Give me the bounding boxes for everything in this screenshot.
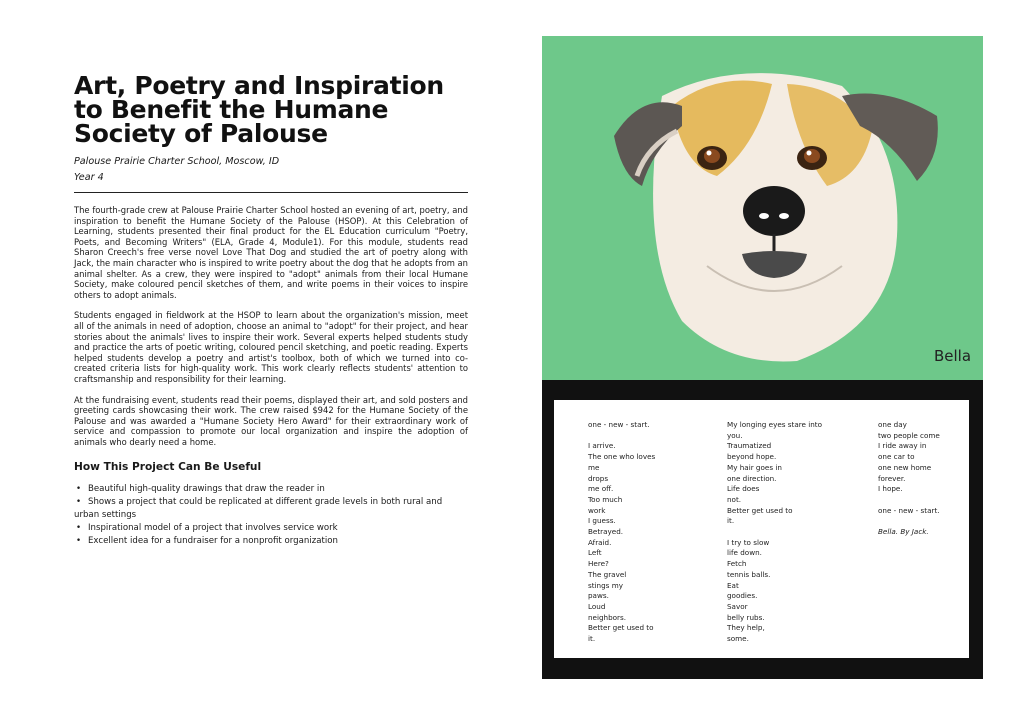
useful-heading: How This Project Can Be Useful (74, 461, 262, 474)
useful-bullet: • Beautiful high-quality drawings that draw the reader in (74, 483, 468, 496)
poem-line: beyond hope. (727, 452, 777, 462)
poem-line: it. (588, 634, 596, 644)
paragraph-intro: The fourth-grade crew at Palouse Prairie Charter School hosted an evening of art, poetry, and inspiration to benefit the Humane Society of the Palouse (HSOP). At this Celebration of Learning, students presented their final product for the EL Education curriculum "Poetry, Poets, and Becoming Writers" (ELA, Grade 4, Module1). For this module, students read Sharon Creech's free verse novel Love That Dog and studied the art of poetry along with Jack, the main character who is inspired to write poetry about the dog that he adopts from an animal shelter. As a crew, they were inspired to "adopt" animals from their local Humane Society, make coloured pencil sketches of them, and write poems in their voices to inspire others to adopt animals. (74, 205, 468, 300)
poem-line: Afraid. (588, 537, 612, 547)
poem-line: paws. (588, 591, 609, 601)
poem-signature: Bella. By Jack. (878, 527, 929, 536)
poem-line: some. (727, 634, 749, 644)
poem-column-3 (878, 420, 940, 538)
poem-line: belly rubs. (727, 612, 765, 622)
paragraph-fundraiser: At the fundraising event, students read their poems, displayed their art, and sold posters and greeting cards showcasing their work. The crew raised $942 for the Humane Society of the Palouse and was awarded a "Humane Society Hero Award" for their extraordinary work of service and compassion to promote our local organization and inspire the adoption of animals who dearly need a home. (74, 394, 468, 447)
poem-line: I guess. (588, 516, 616, 526)
poem-line: me off. (588, 484, 614, 494)
article-column (74, 71, 468, 547)
poem-line: tennis balls. (727, 569, 771, 579)
poem-line: one direction. (727, 473, 777, 483)
poem-line: The gravel (588, 569, 627, 579)
poem-line: one day (878, 420, 907, 429)
year-label: Year 4 (74, 172, 104, 183)
poem-line: me (588, 462, 600, 472)
poem-line: work (588, 505, 606, 515)
poem-line: Too much (588, 494, 623, 504)
poem-line: one - new - start. (878, 505, 940, 515)
poem-line: it. (727, 516, 735, 526)
poem-line: neighbors. (588, 612, 627, 622)
poem-line: Eat (727, 580, 739, 590)
poem-line: one - new - start. (588, 420, 650, 429)
poem-card (554, 400, 969, 658)
useful-bullet: • Excellent idea for a fundraiser for a nonprofit organization (74, 535, 468, 548)
poem-line: My hair goes in (727, 462, 782, 472)
poem-column-1 (588, 420, 655, 645)
useful-bullet: • Inspirational model of a project that involves service work (74, 522, 468, 535)
poem-line: two people come (878, 430, 940, 440)
useful-bullet: • Shows a project that could be replicated at different grade levels in both rural and urban settings (74, 496, 468, 522)
poem-line: Loud (588, 601, 606, 611)
title-divider (74, 192, 468, 193)
paragraph-fieldwork: Students engaged in fieldwork at the HSOP to learn about the organization's mission, meet all of the animals in need of adoption, choose an animal to "adopt" for their project, and hear stories about the animals' lives to inspire their work. Several experts helped students study and practice the arts of poetic writing, coloured pencil sketching, and poetic reading. Experts helped students develop a poetry and artist's toolbox, both of which we turned into co-created criteria lists for high-quality work. This work clearly reflects students' attention to craftsmanship and responsibility for their learning. (74, 310, 468, 384)
poem-line: Better get used to (588, 623, 654, 633)
article-title: Art, Poetry and Inspiration to Benefit the Humane Society of Palouse (74, 71, 444, 148)
poem-line: Life does (727, 484, 760, 494)
poem-line: Betrayed. (588, 527, 624, 537)
poem-line: They help, (727, 623, 765, 633)
poem-line: I arrive. (588, 441, 616, 451)
poem-line: Better get used to (727, 505, 793, 515)
useful-list (74, 483, 468, 547)
poem-line: drops (588, 473, 609, 483)
poem-line: goodies. (727, 591, 758, 601)
poem-line: not. (727, 494, 742, 504)
poem-line: you. (727, 430, 743, 440)
poem-line: stings my (588, 580, 623, 590)
poem-line: life down. (727, 548, 762, 558)
poem-line: I ride away in (878, 441, 927, 451)
artwork-panel (542, 36, 983, 679)
poem-line: Fetch (727, 559, 747, 569)
poem-line: I try to slow (727, 537, 770, 547)
artist-signature: Bella (934, 347, 972, 365)
poem-line: one car to (878, 452, 915, 462)
poem-line: The one who loves (588, 452, 656, 462)
poem-line: forever. (878, 473, 906, 483)
poem-line: Left (588, 548, 602, 558)
school-name: Palouse Prairie Charter School, Moscow, ID (74, 156, 280, 167)
poem-line: My longing eyes stare into (727, 420, 823, 429)
poem-line: one new home (878, 462, 932, 472)
poem-column-2 (727, 420, 822, 645)
poem-line: Savor (727, 601, 748, 611)
poem-line: Here? (588, 559, 609, 569)
dog-drawing (542, 36, 983, 380)
dog-illustration-icon (542, 36, 983, 380)
poem-line: I hope. (878, 484, 903, 494)
poem-line: Traumatized (727, 441, 772, 451)
